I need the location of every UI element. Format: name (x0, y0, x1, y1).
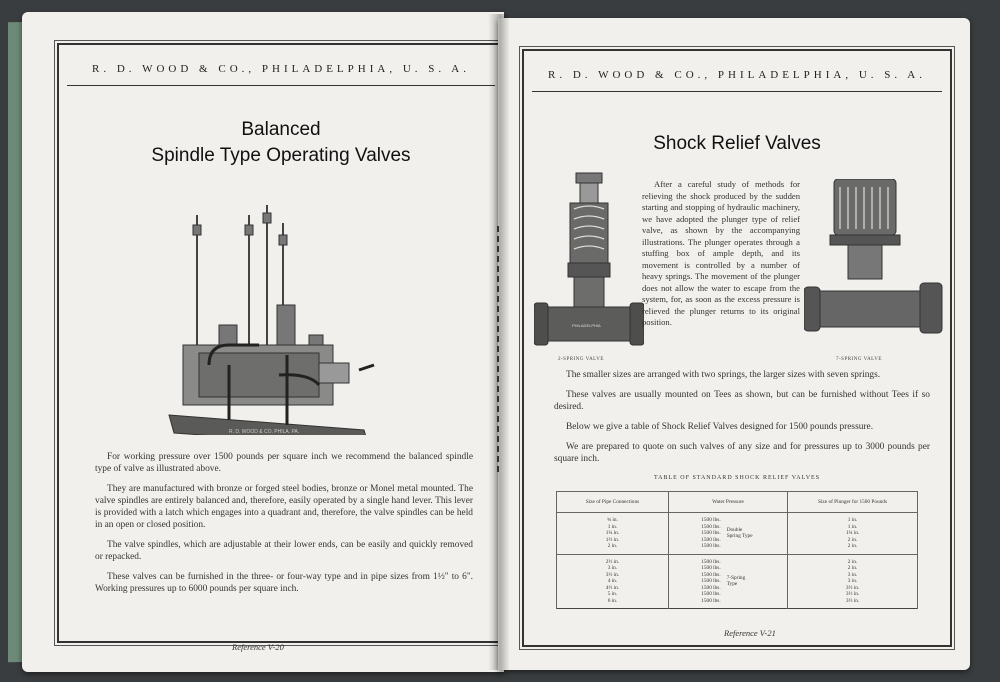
page-footer: Reference V-20 (232, 642, 284, 652)
table-cell: 6 in. (607, 597, 618, 604)
page-header: R. D. WOOD & CO., PHILADELPHIA, U. S. A. (92, 63, 470, 75)
paragraph: Below we give a table of Shock Relief Valves designed for 1500 pounds pressure. (566, 422, 874, 432)
paragraph: The valve spindles, which are adjustable at their lower ends, can be easily and quickly removed or repacked. (95, 540, 473, 562)
binding-stitch (497, 226, 503, 472)
paragraph: The smaller sizes are arranged with two springs, the larger sizes with seven springs. (566, 370, 881, 380)
table-cell: 2½ in. (605, 558, 620, 565)
table-title: TABLE OF STANDARD SHOCK RELIEF VALVES (653, 475, 821, 481)
header-rule (67, 85, 495, 86)
intro-paragraph: After a careful study of methods for relieving the shock produced by the sudden starting and stopping of hydraulic machinery, we have adopted the plunger type of relief valve, as shown by the accompanying illustrations. The plunger operates through a stuffing box of ample depth, and its movement is controlled by a number of heavy springs. The movement of the plunger does not allow the water to escape from the system, for, as soon as the excess pressure is relieved the plunger returns to its original position. (642, 179, 800, 327)
right-body-text (554, 369, 930, 473)
column-header: Size of Plunger for 1500 Pounds (788, 492, 918, 513)
title-line-2: Spindle Type Operating Valves (151, 145, 411, 166)
left-body-text (95, 451, 473, 603)
paragraph: For working pressure over 1500 pounds per square inch we recommend the balanced spindle type of valve as illustrated above. (95, 452, 473, 474)
right-page-frame (522, 49, 952, 647)
pipe-sizes-cell (557, 554, 669, 609)
table-row (557, 513, 918, 555)
table-cell: 3½ in. (845, 591, 860, 597)
table-cell: 3 in. (847, 578, 858, 584)
caption-two-spring: 2-SPRING VALVE (558, 357, 604, 362)
table-cell: 1 in. (607, 523, 618, 530)
table-header-row (557, 492, 918, 513)
table-cell: 3 in. (607, 565, 618, 571)
seven-spring-valve-illustration (804, 179, 944, 355)
shock-relief-valves-table (556, 491, 918, 609)
right-page (498, 18, 970, 670)
table-cell: 1500 lbs. (701, 558, 721, 565)
table-cell: 3½ in. (605, 571, 620, 578)
pressure-cell (668, 513, 787, 555)
paragraph: We are prepared to quote on such valves of any size and for pressures up to 3000 pounds per square inch. (554, 442, 930, 464)
table-cell: 4½ in. (605, 584, 620, 591)
paragraph: They are manufactured with bronze or forged steel bodies, bronze or Monel metal mounted. The valve spindles are entirely balanced and, therefore, easily operated by a single hand lever. This lever is provided with a latch which engages into a quadrant and, therefore, the valve spindles can be held in an open or closed position. (95, 484, 473, 530)
table-row (557, 554, 918, 609)
table-cell: 1500 lbs. (701, 597, 721, 604)
paragraph: These valves are usually mounted on Tees as shown, but can be furnished without Tees if so desired. (554, 390, 930, 412)
table-cell: 1500 lbs. (701, 517, 721, 523)
valve-type: 7-Spring Type (726, 574, 746, 588)
table-cell: 1 in. (847, 523, 858, 530)
valve-label: PHILADELPHIA (572, 323, 601, 328)
valve-type: Double Spring Type (726, 526, 753, 540)
page-header: R. D. WOOD & CO., PHILADELPHIA, U. S. A. (548, 69, 926, 81)
table-cell: 1500 lbs. (701, 578, 721, 584)
paragraph: These valves can be furnished in the three- or four-way type and in pipe sizes from 1½" to 6". Working pressures up to 6000 pounds per square inch. (95, 572, 473, 594)
caption-seven-spring: 7-SPRING VALVE (836, 357, 882, 362)
table-cell: 1500 lbs. (701, 523, 721, 530)
table-cell: 3½ in. (845, 584, 860, 591)
balanced-valve-illustration (159, 195, 399, 435)
pressure-cell (668, 554, 787, 609)
casting-label: R. D. WOOD & CO. PHILA. PA. (229, 429, 300, 435)
table-cell: 3½ in. (845, 597, 860, 604)
table-cell: 2 in. (607, 543, 618, 549)
table-cell: 1500 lbs. (701, 584, 721, 591)
left-page (22, 12, 504, 672)
title-line-1: Balanced (241, 119, 321, 140)
table-cell: 1500 lbs. (701, 536, 721, 543)
table-cell: 1¼ in. (845, 530, 860, 536)
table-cell: 1500 lbs. (701, 565, 721, 571)
header-rule (532, 91, 942, 92)
page-title: Shock Relief Valves (653, 133, 821, 154)
table-cell: 1500 lbs. (701, 543, 721, 549)
table-cell: 3 in. (847, 571, 858, 578)
table-cell: 1½ in. (605, 536, 620, 543)
table-cell: 5 in. (607, 591, 618, 597)
table-cell: ¾ in. (607, 517, 618, 523)
table-cell: 2 in. (847, 536, 858, 543)
table-cell: 1500 lbs. (701, 591, 721, 597)
two-spring-valve-illustration (534, 171, 644, 361)
table-cell: 1 in. (847, 517, 858, 523)
table-cell: 2 in. (847, 558, 858, 565)
table-cell: 2 in. (847, 543, 858, 549)
column-header: Size of Pipe Connections (557, 492, 669, 513)
table-cell: 2 in. (847, 565, 858, 571)
left-page-frame (57, 43, 505, 643)
pipe-sizes-cell (557, 513, 669, 555)
plunger-sizes-cell (788, 513, 918, 555)
table-cell: 1500 lbs. (701, 530, 721, 536)
plunger-sizes-cell (788, 554, 918, 609)
column-header: Water Pressure (668, 492, 787, 513)
table-cell: 1500 lbs. (701, 571, 721, 578)
page-title (59, 117, 503, 169)
table-cell: 1¼ in. (605, 530, 620, 536)
intro-text (642, 179, 800, 329)
page-footer: Reference V-21 (724, 628, 776, 638)
table-cell: 4 in. (607, 578, 618, 584)
